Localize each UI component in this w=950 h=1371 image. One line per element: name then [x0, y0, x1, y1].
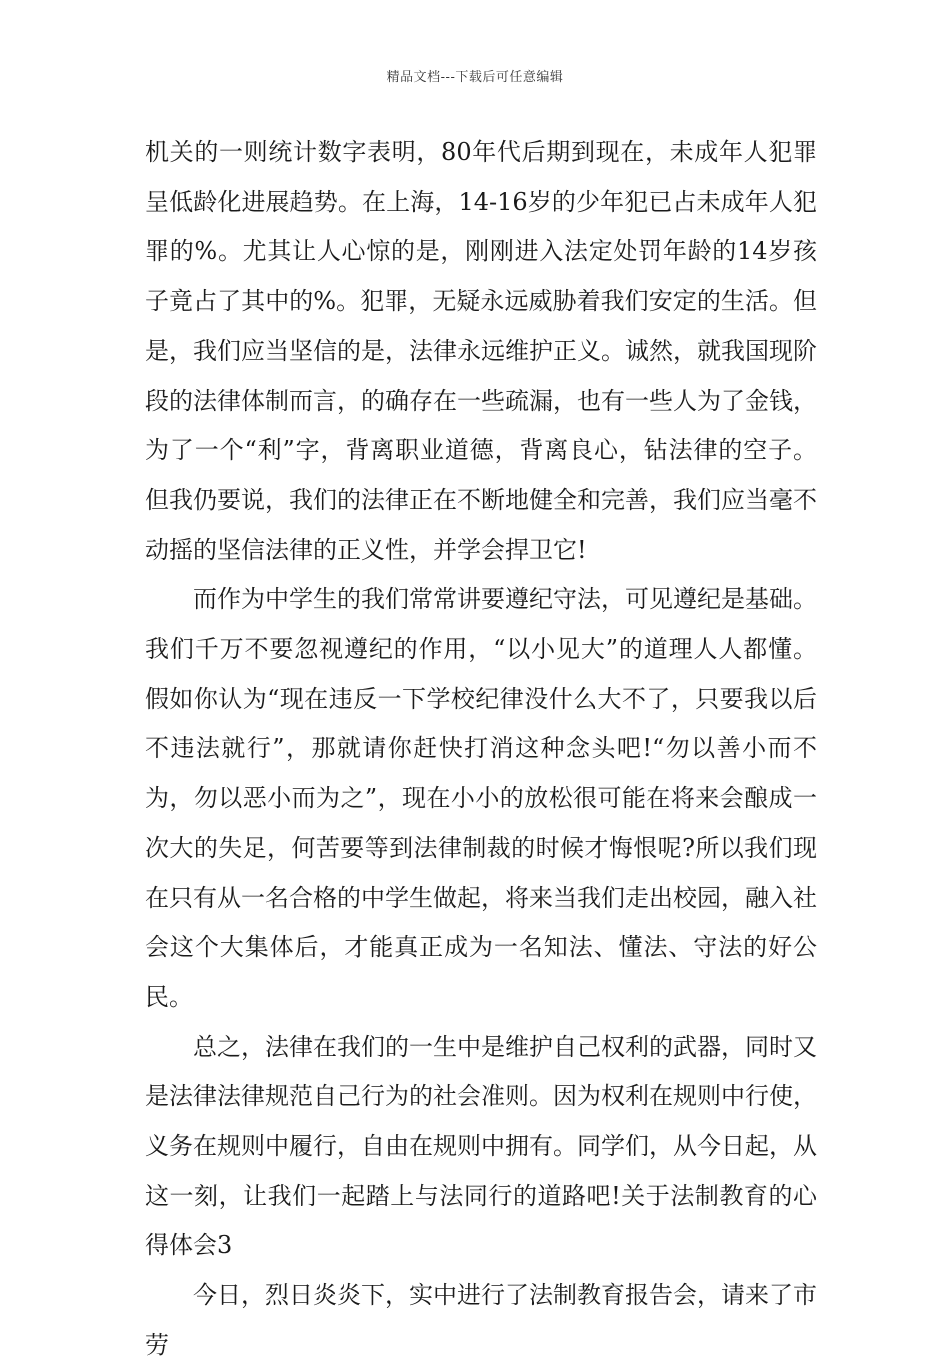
document-body [145, 128, 817, 1371]
paragraph-4: 今日，烈日炎炎下，实中进行了法制教育报告会，请来了市劳 [145, 1281, 817, 1359]
paragraph-1: 机关的一则统计数字表明，80年代后期到现在，未成年人犯罪呈低龄化进展趋势。在上海，14-16岁的少年犯已占未成年人犯罪的%。尤其让人心惊的是，刚刚进入法定处罚年龄的14岁孩子竟占了其中的%。犯罪，无疑永远威胁着我们安定的生活。但是，我们应当坚信的是，法律永远维护正义。诚然，就我国现阶段的法律体制而言，的确存在一些疏漏，也有一些人为了金钱，为了一个“利”字，背离职业道德，背离良心，钻法律的空子。但我仍要说，我们的法律正在不断地健全和完善，我们应当毫不动摇的坚信法律的正义性，并学会捍卫它! [145, 138, 817, 564]
paragraph-2: 而作为中学生的我们常常讲要遵纪守法，可见遵纪是基础。我们千万不要忽视遵纪的作用，“以小见大”的道理人人都懂。假如你认为“现在违反一下学校纪律没什么大不了，只要我以后不违法就行”，那就请你赶快打消这种念头吧!“勿以善小而不为，勿以恶小而为之”，现在小小的放松很可能在将来会酿成一次大的失足，何苦要等到法律制裁的时候才悔恨呢?所以我们现在只有从一名合格的中学生做起，将来当我们走出校园，融入社会这个大集体后，才能真正成为一名知法、懂法、守法的好公民。 [145, 585, 817, 1011]
page-header: 精品文档---下载后可任意编辑 [386, 70, 564, 85]
paragraph-3: 总之，法律在我们的一生中是维护自己权利的武器，同时又是法律法律规范自己行为的社会准则。因为权利在规则中行使，义务在规则中履行，自由在规则中拥有。同学们，从今日起，从这一刻，让我们一起踏上与法同行的道路吧!关于法制教育的心得体会3 [145, 1032, 817, 1260]
